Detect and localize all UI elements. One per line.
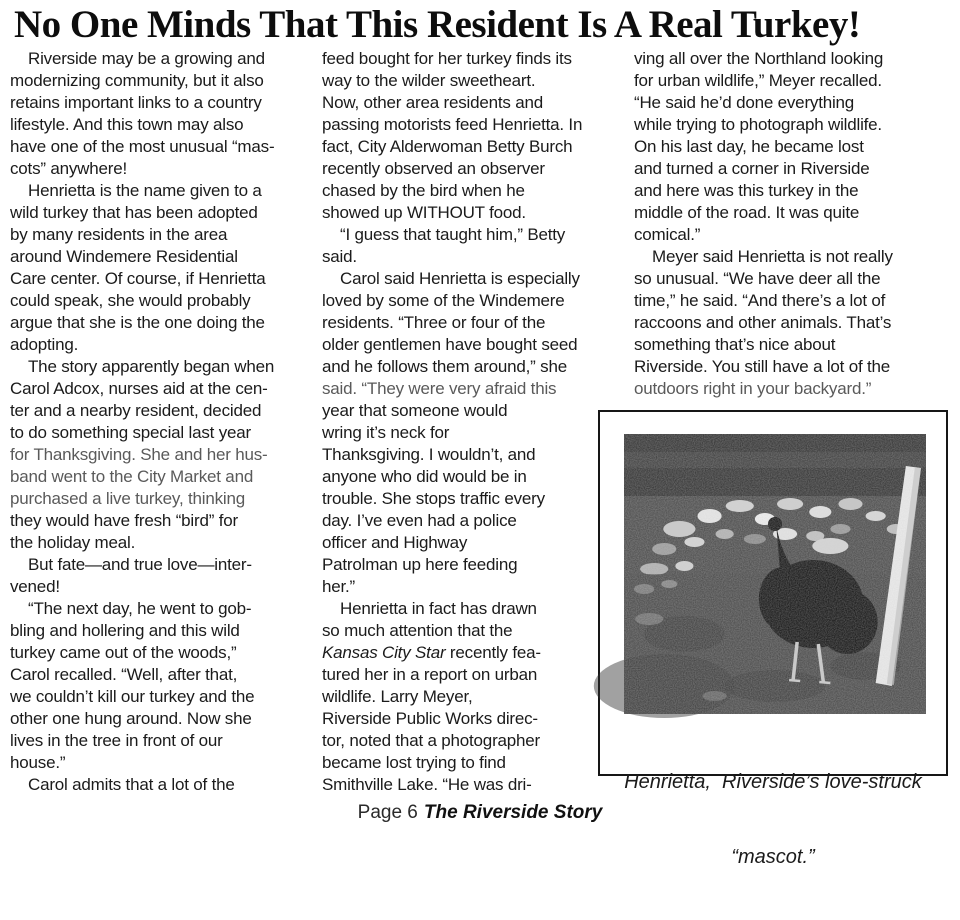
text-line: chased by the bird when he xyxy=(322,181,525,200)
text-line: year that someone would xyxy=(322,401,508,420)
text-line: band went to the City Market and xyxy=(10,467,254,486)
text-line: ving all over the Northland looking xyxy=(634,49,884,68)
text-line: other one hung around. Now she xyxy=(10,709,252,728)
text-line: officer and Highway xyxy=(322,533,468,552)
page-number: Page 6 xyxy=(357,802,418,823)
text-line: turkey came out of the woods,” xyxy=(10,643,237,662)
text-line: “I guess that taught him,” Betty xyxy=(340,225,566,244)
caption-line-2: “mascot.” xyxy=(731,846,815,868)
text-line: showed up WITHOUT food. xyxy=(322,203,526,222)
text-line: Henrietta in fact has drawn xyxy=(340,599,537,618)
text-line: way to the wilder sweetheart. xyxy=(322,71,536,90)
text-line: could speak, she would probably xyxy=(10,291,251,310)
text-line: Riverside may be a growing and xyxy=(28,49,265,68)
text-line: “He said he’d done everything xyxy=(634,93,855,112)
caption-line-1: Henrietta, Riverside’s love-struck xyxy=(624,771,922,793)
text-line: said. “They were very afraid this xyxy=(322,379,557,398)
text-line: Meyer said Henrietta is not really xyxy=(652,247,893,266)
text-segment: recently fea- xyxy=(445,643,541,662)
text-line: for urban wildlife,” Meyer recalled. xyxy=(634,71,882,90)
text-line: recently observed an observer xyxy=(322,159,545,178)
text-line: ter and a nearby resident, decided xyxy=(10,401,262,420)
text-line: adopting. xyxy=(10,335,79,354)
text-line: by many residents in the area xyxy=(10,225,228,244)
text-line: to do something special last year xyxy=(10,423,251,442)
text-line: argue that she is the one doing the xyxy=(10,313,265,332)
italic-text: Kansas City Star xyxy=(322,643,446,662)
text-line: fact, City Alderwoman Betty Burch xyxy=(322,137,573,156)
text-line: and turned a corner in Riverside xyxy=(634,159,870,178)
text-line: residents. “Three or four of the xyxy=(322,313,546,332)
text-line: they would have fresh “bird” for xyxy=(10,511,238,530)
text-line: around Windemere Residential xyxy=(10,247,238,266)
text-line: older gentlemen have bought seed xyxy=(322,335,578,354)
text-line: and he follows them around,” she xyxy=(322,357,567,376)
text-line: lifestyle. And this town may also xyxy=(10,115,244,134)
text-line: The story apparently began when xyxy=(28,357,275,376)
text-line: said. xyxy=(322,247,357,266)
article-column-2 xyxy=(322,48,624,796)
text-line: while trying to photograph wildlife. xyxy=(634,115,882,134)
text-line: cots” anywhere! xyxy=(10,159,127,178)
text-line: Smithville Lake. “He was dri- xyxy=(322,775,532,794)
text-line: Carol recalled. “Well, after that, xyxy=(10,665,238,684)
text-line: wild turkey that has been adopted xyxy=(10,203,258,222)
text-line: On his last day, he became lost xyxy=(634,137,864,156)
text-line: have one of the most unusual “mas- xyxy=(10,137,275,156)
text-line: vened! xyxy=(10,577,60,596)
text-line: Carol Adcox, nurses aid at the cen- xyxy=(10,379,268,398)
text-line xyxy=(322,642,624,664)
text-line: anyone who did would be in xyxy=(322,467,527,486)
text-line: Carol admits that a lot of the xyxy=(28,775,235,794)
text-line: feed bought for her turkey finds its xyxy=(322,49,572,68)
text-line: wring it’s neck for xyxy=(322,423,450,442)
text-line: modernizing community, but it also xyxy=(10,71,264,90)
text-line: outdoors right in your backyard.” xyxy=(634,379,872,398)
article-column-3 xyxy=(634,48,952,400)
text-line: But fate—and true love—inter- xyxy=(28,555,252,574)
text-line: wildlife. Larry Meyer, xyxy=(322,687,473,706)
text-line: the holiday meal. xyxy=(10,533,136,552)
text-line: loved by some of the Windemere xyxy=(322,291,565,310)
text-line: Care center. Of course, if Henrietta xyxy=(10,269,266,288)
publication-name: The Riverside Story xyxy=(423,802,603,823)
text-line: lives in the tree in front of our xyxy=(10,731,223,750)
text-line: trouble. She stops traffic every xyxy=(322,489,545,508)
text-line: middle of the road. It was quite xyxy=(634,203,860,222)
text-line: so much attention that the xyxy=(322,621,513,640)
text-line: comical.” xyxy=(634,225,701,244)
text-line: so unusual. “We have deer all the xyxy=(634,269,881,288)
text-line: her.” xyxy=(322,577,356,596)
text-line: tured her in a report on urban xyxy=(322,665,538,684)
turkey-photo xyxy=(624,434,926,714)
text-line: house.” xyxy=(10,753,66,772)
text-line: bling and hollering and this wild xyxy=(10,621,240,640)
text-line: retains important links to a country xyxy=(10,93,262,112)
text-line: Carol said Henrietta is especially xyxy=(340,269,580,288)
article-headline: No One Minds That This Resident Is A Real Turkey! xyxy=(14,3,861,46)
turkey-photo-illustration xyxy=(624,434,926,714)
text-line: Now, other area residents and xyxy=(322,93,544,112)
text-line: we couldn’t kill our turkey and the xyxy=(10,687,255,706)
text-line: day. I’ve even had a police xyxy=(322,511,517,530)
text-line: raccoons and other animals. That’s xyxy=(634,313,892,332)
text-line: became lost trying to find xyxy=(322,753,506,772)
text-line: Riverside. You still have a lot of the xyxy=(634,357,891,376)
text-line: something that’s nice about xyxy=(634,335,836,354)
photo-frame xyxy=(598,410,948,868)
text-line: purchased a live turkey, thinking xyxy=(10,489,245,508)
text-line: Patrolman up here feeding xyxy=(322,555,518,574)
text-line: Riverside Public Works direc- xyxy=(322,709,538,728)
text-line: passing motorists feed Henrietta. In xyxy=(322,115,583,134)
article-column-1 xyxy=(10,48,320,796)
text-line: time,” he said. “And there’s a lot of xyxy=(634,291,886,310)
text-line: “The next day, he went to gob- xyxy=(28,599,252,618)
text-line: and here was this turkey in the xyxy=(634,181,859,200)
text-line: Henrietta is the name given to a xyxy=(28,181,262,200)
page-footer xyxy=(0,802,960,824)
text-line: tor, noted that a photographer xyxy=(322,731,541,750)
text-line: Thanksgiving. I wouldn’t, and xyxy=(322,445,536,464)
text-line: for Thanksgiving. She and her hus- xyxy=(10,445,268,464)
